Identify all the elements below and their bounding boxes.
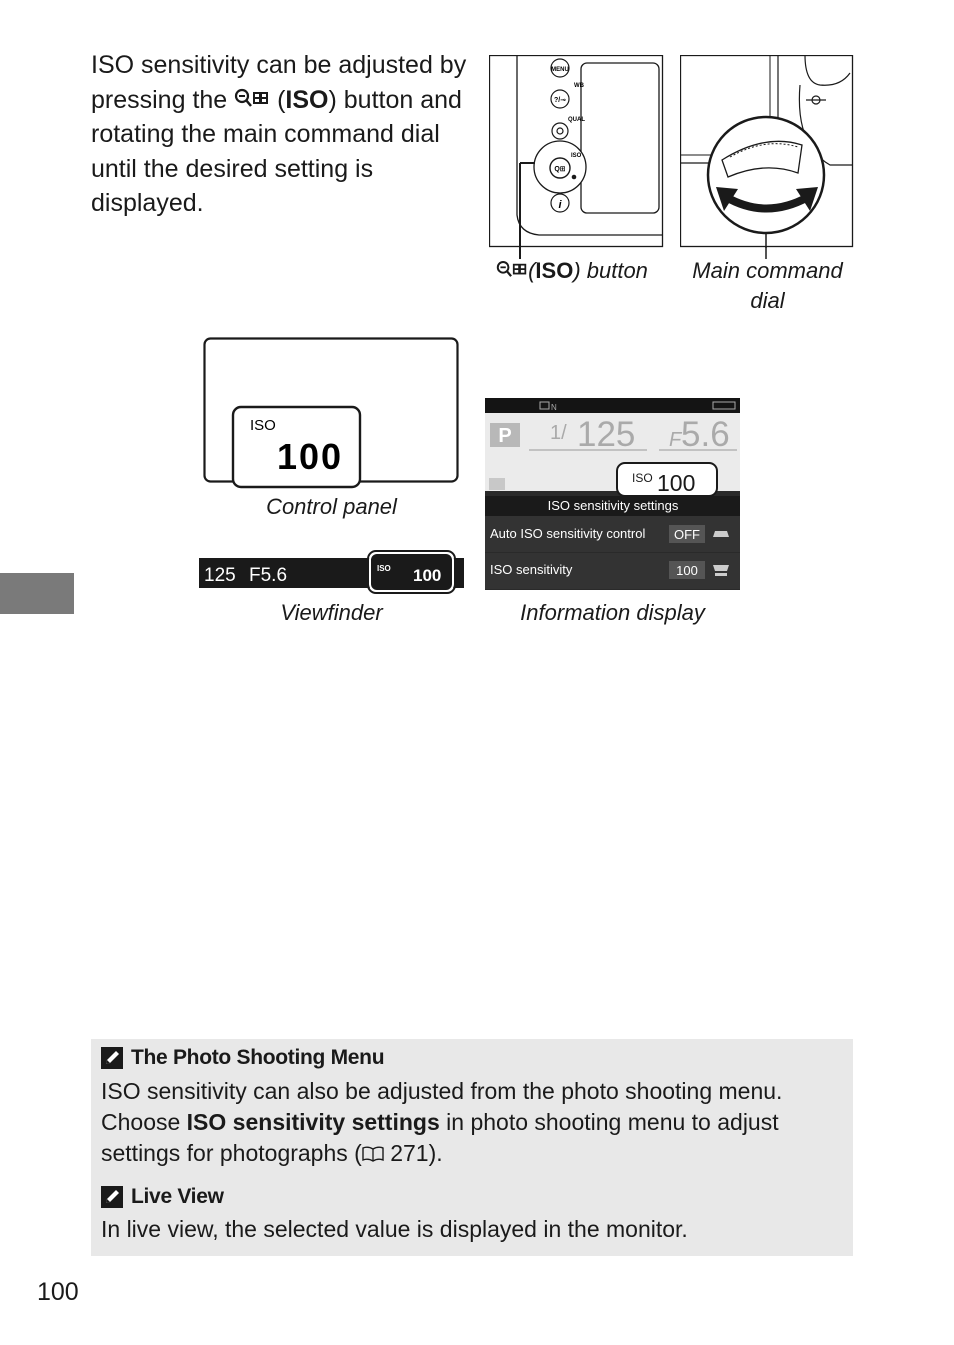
info-row-auto-iso-value: OFF xyxy=(674,527,700,542)
info-row-iso-sensitivity-value: 100 xyxy=(676,563,698,578)
intro-text-2: ) button and rotating the main command dial until the desired setting is displayed. xyxy=(91,85,462,217)
note-title-live-view xyxy=(101,1185,224,1209)
zoom-in-button-icon xyxy=(552,123,568,139)
viewfinder-iso-value: 100 xyxy=(413,566,442,585)
info-mode: P xyxy=(498,425,512,447)
note-line: ISO sensitivity can also be adjusted from the photo shooting menu. xyxy=(101,1078,783,1104)
viewfinder-aperture: F5.6 xyxy=(249,565,288,586)
info-shutter: 125 xyxy=(577,415,636,454)
viewfinder-caption: Viewfinder xyxy=(280,600,383,625)
svg-text:Q⊞: Q⊞ xyxy=(554,166,566,173)
main-command-dial-icon xyxy=(713,565,729,576)
control-panel-iso-value: 100 xyxy=(277,436,344,477)
control-panel-caption: Control panel xyxy=(266,494,397,519)
info-aperture: 5.6 xyxy=(681,415,730,454)
control-panel-display xyxy=(203,337,460,491)
pencil-note-icon xyxy=(101,1047,123,1069)
note-body-live-view: In live view, the selected value is displayed in the monitor. xyxy=(101,1216,688,1242)
info-aperture-prefix: F xyxy=(669,429,682,451)
page-number: 100 xyxy=(37,1278,79,1306)
info-button-icon xyxy=(551,194,569,212)
notes-box xyxy=(91,1039,853,1256)
note-line xyxy=(101,1138,846,1169)
viewfinder-shutter: 125 xyxy=(204,565,236,586)
pencil-note-icon xyxy=(101,1186,123,1208)
command-dial-illustration xyxy=(680,55,855,248)
zoom-out-thumbnail-icon xyxy=(234,88,270,110)
intro-text-1: ISO sensitivity can be adjusted by pressing the xyxy=(91,51,467,114)
zoom-out-thumbnail-icon xyxy=(496,260,528,280)
information-display xyxy=(485,398,740,590)
info-iso-value: 100 xyxy=(657,470,696,496)
svg-text:?/⊸: ?/⊸ xyxy=(553,97,567,104)
wb-label: WB xyxy=(574,83,584,89)
info-shutter-prefix: 1/ xyxy=(550,422,567,444)
svg-text:N: N xyxy=(551,403,557,412)
iso-label: ISO xyxy=(285,85,329,114)
note-page-ref: 271 xyxy=(390,1140,429,1166)
protect-help-button-icon xyxy=(551,90,569,108)
note-text: Choose xyxy=(101,1109,187,1135)
viewfinder-iso-label: ISO xyxy=(377,564,391,573)
iso-button-caption: (ISO) button xyxy=(486,256,658,286)
dial-caption: Main command dial xyxy=(692,258,843,313)
note-text: ). xyxy=(428,1140,443,1166)
iso-caption-suffix: ) button xyxy=(573,258,648,283)
book-reference-icon xyxy=(362,1146,384,1162)
viewfinder-display xyxy=(199,550,464,594)
qual-label: QUAL xyxy=(568,117,585,123)
svg-text:i: i xyxy=(558,199,562,211)
note-bold-text: ISO sensitivity settings xyxy=(186,1109,440,1135)
note-title-text: Live View xyxy=(131,1185,224,1208)
menu-button-icon xyxy=(551,59,569,77)
info-menu-title: ISO sensitivity settings xyxy=(547,498,679,513)
svg-text:MENU: MENU xyxy=(551,67,569,73)
note-text: settings for photographs ( xyxy=(101,1140,362,1166)
intro-paragraph: ISO sensitivity can be adjusted by pressing the (ISO) button and rotating the main command dial until the desired setting is displayed. xyxy=(91,51,467,217)
iso-button-icon xyxy=(550,158,570,178)
info-row-iso-sensitivity-label[interactable]: ISO sensitivity xyxy=(490,562,573,577)
information-display-caption: Information display xyxy=(520,600,705,625)
iso-caption-label: ISO xyxy=(535,258,574,283)
control-panel-iso-label: ISO xyxy=(250,417,276,434)
dial-highlight xyxy=(708,117,824,233)
note-text: in photo shooting menu to adjust xyxy=(439,1109,779,1135)
iso-small-label: ISO xyxy=(571,153,582,159)
note-title-photo-shooting-menu xyxy=(101,1046,384,1070)
info-iso-label: ISO xyxy=(632,471,653,485)
section-tab-marker xyxy=(0,573,74,614)
note-title-text: The Photo Shooting Menu xyxy=(131,1046,385,1069)
info-row-auto-iso-label[interactable]: Auto ISO sensitivity control xyxy=(490,526,646,541)
note-line xyxy=(101,1107,846,1138)
sub-command-dial-icon xyxy=(713,531,729,537)
camera-back-illustration xyxy=(489,55,664,248)
note-body-photo-shooting-menu xyxy=(101,1076,846,1169)
